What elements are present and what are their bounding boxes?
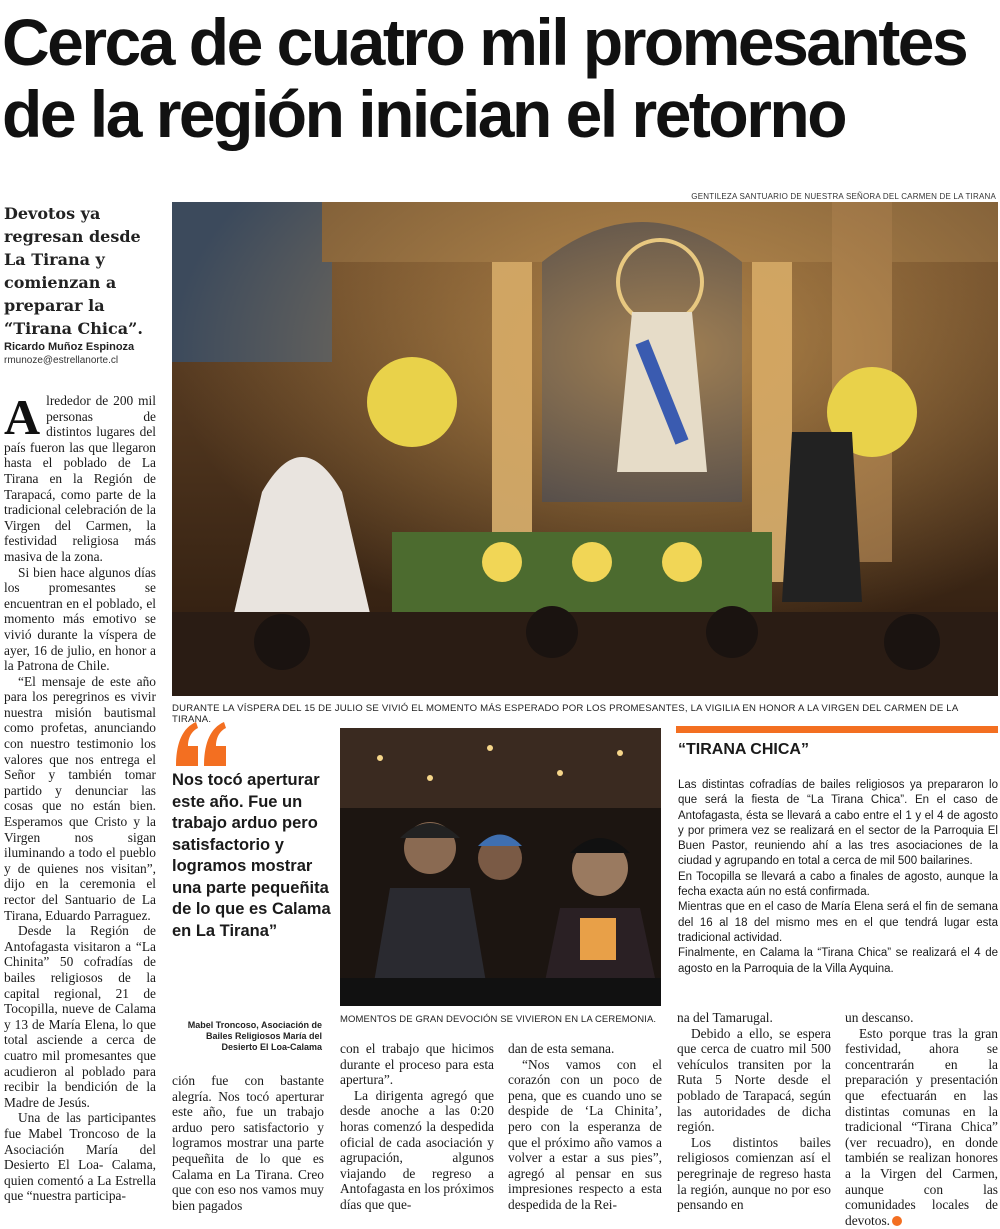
drop-cap: A [4,389,41,445]
paragraph: Desde la Región de Antofagasta visitaron a “La Chinita” 50 cofradías de bailes religiosos de la capital regional, 21 de Tocopilla, nueve de Calama y 13 de María Elena, lo que total asciende a cerca de cuatro mil promesantes que acudieron al poblado para recibir la bendición de la Madre de Jesús. [4,923,156,1110]
pull-quote-attribution: Mabel Troncoso, Asociación de Bailes Religiosos María del Desierto El Loa-Calama [187,1020,322,1052]
paragraph [845,1026,998,1229]
paragraph [4,389,156,565]
pull-quote: Nos tocó aperturar este año. Fue un trabajo arduo pero satisfactorio y logramos mostrar una parte pequeñita de lo que es Calama en La Tirana” [172,771,331,940]
paragraph-text: lrededor de 200 mil personas de distintos lugares del país fueron las que llegaron hasta el poblado de La Tirana en la Región de Tarapacá, como parte de la tradicional celebración de la Virgen del Carmen, la festividad religiosa más masiva de la zona. [4,393,156,564]
article-column-3 [340,1041,494,1213]
paragraph: ción fue con bastante alegría. Nos tocó aperturar este año, fue un trabajo arduo pero satisfactorio y logramos mostrar una parte pequeñita de lo que es Calama en La Tirana. Creo que con eso nos vamos muy bien pagados [172,1073,324,1213]
photo-credit: GENTILEZA SANTUARIO DE NUESTRA SEÑORA DEL CARMEN DE LA TIRANA [691,192,996,201]
ceremony-photo [340,728,661,1006]
paragraph: un descanso. [845,1010,914,1025]
article-column-5 [677,1010,831,1213]
end-of-article-icon [892,1216,902,1226]
author-email: rmunoze@estrellanorte.cl [4,355,119,366]
paragraph-text: Esto porque tras la gran festividad, ahora se concentrarán en la preparación y presentación que efectuarán en las distintas comunas en la tradicional “Tirana Chica” (ver recuadro), en donde también se realizan honores a la Virgen del Carmen, aunque con las comunidades locales de devotos. [845,1025,998,1228]
headline-line-2: de la región inician el retorno [2,77,846,151]
paragraph: dan de esta semana. [508,1041,615,1056]
sidebar-paragraph: En Tocopilla se llevará a cabo a finales de agosto, aunque la fecha exacta aún no está confirmada. [678,870,998,899]
sidebar-body [678,778,998,977]
paragraph: Debido a ello, se espera que cerca de cuatro mil 500 vehículos transiten por la Ruta 5 Norte desde el poblado de Tarapacá, según las autoridades de dicha región. [677,1025,831,1135]
article-column-6 [845,1010,998,1228]
paragraph: Una de las participantes fue Mabel Troncoso de la Asociación María del Desierto El Loa- Calama, quien comentó a La Estrella que “nuestra participa- [4,1110,156,1204]
sidebar-accent-bar [676,726,998,733]
main-photo [172,202,998,696]
paragraph: con el trabajo que hicimos durante el proceso para esta apertura”. [340,1041,494,1088]
sidebar-title: “TIRANA CHICA” [678,741,809,758]
article-column-1 [4,389,156,1204]
paragraph: La dirigenta agregó que desde anoche a las 0:20 horas comenzó la despedida oficial de cada asociación y agrupación, algunos viajando de regreso a Antofagasta en los próximos días que que- [340,1087,494,1212]
sidebar-paragraph: Las distintas cofradías de bailes religiosos ya prepararon lo que será la fiesta de “La Tirana Chica”. En el caso de Antofagasta, ésta se llevará a cabo entre el 1 y el 4 de agosto y por primera vez se realizará en el sector de la Parroquia El Buen Pastor, reuniendo ahí a las tres asociaciones de la ciudad y agrupando en total a cerca de mil 500 bailarines. [678,779,998,868]
paragraph: “El mensaje de este año para los peregrinos es vivir nuestra misión bautismal como profetas, anunciando con nuestro testimonio los valores que nos entrega el Señor y también tomar partido y denunciar las cosas que no están bien. Esperamos que Cristo y la Virgen nos sigan iluminando a todo el pueblo y de quienes nos visitan”, dijo en la ceremonia el rector del Santuario de La Tirana, Eduardo Parraguez. [4,673,156,923]
paragraph: Si bien hace algunos días los promesantes se encuentran en el poblado, el momento más emotivo se vivió durante la víspera de ayer, 16 de julio, en honor a la Patrona de Chile. [4,564,156,674]
paragraph: Los distintos bailes religiosos comienzan así el peregrinaje de regreso hasta la región, aunque no por eso pensando en [677,1134,831,1213]
article-column-4 [508,1041,662,1213]
ceremony-photo-caption: MOMENTOS DE GRAN DEVOCIÓN SE VIVIERON EN LA CEREMONIA. [340,1014,657,1025]
sidebar-paragraph: Finalmente, en Calama la “Tirana Chica” se realizará el 4 de agosto en la Parroquia de la Villa Ayquina. [678,947,998,975]
article-column-2 [172,1073,324,1213]
sidebar-paragraph: Mientras que en el caso de María Elena será el fin de semana del 16 al 18 del mismo mes en el que tendrá lugar esta tradicional actividad. [678,901,998,944]
quote-icon [172,718,232,770]
author-name: Ricardo Muñoz Espinoza [4,341,135,353]
headline-line-1: Cerca de cuatro mil promesantes [2,5,967,79]
headline [2,6,998,150]
subhead: Devotos ya regresan desde La Tirana y comienzan a preparar la “Tirana Chica”. [4,204,143,338]
paragraph: na del Tamarugal. [677,1010,773,1025]
paragraph: “Nos vamos con el corazón con un poco de pena, que es cuando uno se despide de ‘La Chinita’, pero con la esperanza de que el próximo año vamos a volver a estar a sus pies”, agregó al pensar en sus impresiones respecto a esta despedida de la Rei- [508,1056,662,1212]
main-photo-caption: DURANTE LA VÍSPERA DEL 15 DE JULIO SE VIVIÓ EL MOMENTO MÁS ESPERADO POR LOS PROMESANTES, LA VIGILIA EN HONOR A LA VIRGEN DEL CARMEN DE LA TIRANA. [172,703,958,725]
